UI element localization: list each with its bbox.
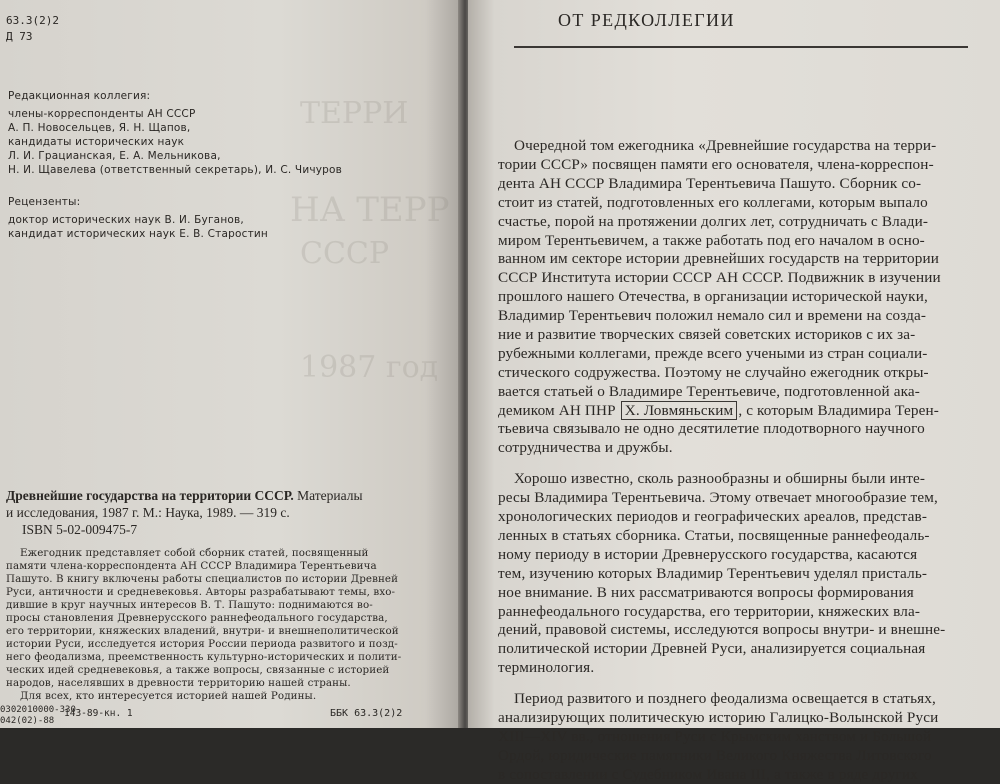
board-line: кандидаты исторических наук xyxy=(8,136,185,148)
body-text: , с которым Владимира Терен- xyxy=(738,402,940,419)
annotation-line: Пашуто. В книгу включены работы специалистов по истории Древней xyxy=(6,573,399,585)
body-line: тем, изучению которых Владимир Терентьевич уделял присталь- xyxy=(498,565,928,582)
body-line: рубежными коллегами, прежде всего учеными из стран социали- xyxy=(498,345,928,362)
bleed-through-text: НА ТЕРР xyxy=(290,190,450,230)
annotation-line: ческих идей средневековья, а также вопросы, связанные с историей xyxy=(6,664,390,676)
board-line: А. П. Новосельцев, Я. Н. Щапов, xyxy=(8,122,191,134)
body-line: тории СССР» посвящен памяти его основателя, члена-корреспон- xyxy=(498,156,934,173)
footer-code: 042(02)-88 xyxy=(0,716,55,726)
reviewers-heading: Рецензенты: xyxy=(8,196,81,208)
footer-code: 143-89-кн. 1 xyxy=(64,708,133,719)
annotation-line: истории Руси, исследуется история России периода развитого и позд- xyxy=(6,638,398,650)
body-line: ние и развитие творческих связей советских историков с их за- xyxy=(498,326,916,343)
body-line: хронологических периодов и географических ареалов, представ- xyxy=(498,508,928,525)
annotation-line: памяти члена-корреспондента АН СССР Владимира Терентьевича xyxy=(6,560,377,572)
board-line: Л. И. Грацианская, Е. А. Мельникова, xyxy=(8,150,221,162)
body-line: прошлого нашего Отечества, в организации исторической науки, xyxy=(498,288,928,305)
author-mark: Д 73 xyxy=(6,30,33,43)
bbk-code: ББК 63.3(2)2 xyxy=(330,708,403,719)
body-line: XIII—XIV вв., отношения Руси с Крымским ханством и Большой xyxy=(498,728,932,745)
body-line: СССР Института истории СССР АН СССР. Подвижник в изучении xyxy=(498,269,941,286)
annotation-line: Ежегодник представляет собой сборник статей, посвященный xyxy=(20,547,369,559)
body-line: ресы Владимира Терентьевича. Этому отвечает многообразие тем, xyxy=(498,489,938,506)
body-line: Ордой, юридические памятники Великого Княжества Литовского xyxy=(498,747,932,764)
annotation-line: Для всех, кто интересуется историей нашей Родины. xyxy=(20,690,317,702)
body-line: в сопоставлении с Судебником Ивана III, а также в ряде других xyxy=(498,766,918,783)
heading-rule xyxy=(514,46,968,48)
body-line: тьевича связывало не одно десятилетие плодотворного научного xyxy=(498,420,925,437)
body-line: ванном им секторе истории древнейших государств на территории xyxy=(498,250,940,267)
annotation-line: дившие в круг научных интересов В. Т. Пашуто: поднимаются во- xyxy=(6,599,373,611)
bleed-through-text: 1987 год xyxy=(300,350,439,385)
bleed-through-text: СССР xyxy=(300,236,390,271)
book-title-rest: Материалы xyxy=(293,488,363,503)
board-line: члены-корреспонденты АН СССР xyxy=(8,108,196,120)
footer-code: 0302010000-330 xyxy=(0,705,76,715)
left-page xyxy=(0,0,462,728)
bleed-through-text: ТЕРРИ xyxy=(300,96,409,131)
body-line: сотрудничества и дружбы. xyxy=(498,439,673,456)
book-title: Древнейшие государства на территории СССР. xyxy=(6,488,294,503)
body-line: Очередной том ежегодника «Древнейшие государства на терри- xyxy=(514,137,937,154)
body-line: раннефеодального государства, его территории, княжеских вла- xyxy=(498,603,921,620)
body-line: стоит из статей, подготовленных его коллегами, которым выпало xyxy=(498,194,928,211)
annotation-line: народов, населявших в древности территорию нашей страны. xyxy=(6,677,351,689)
body-line: Период развитого и позднего феодализма освещается в статьях, xyxy=(514,690,936,707)
body-line: Хорошо известно, сколь разнообразны и обширны были инте- xyxy=(514,470,926,487)
annotation-line: просы становления Древнерусского раннефеодального государства, xyxy=(6,612,388,624)
board-line: Н. И. Щавелева (ответственный секретарь), И. С. Чичуров xyxy=(8,164,343,176)
annotation-line: Руси, античности и средневековья. Авторы разрабатывают темы, вхо- xyxy=(6,586,396,598)
body-line: терминология. xyxy=(498,659,595,676)
body-line: счастье, порой на протяжении долгих лет, сотрудничать с Влади- xyxy=(498,213,929,230)
body-line: Владимир Терентьевич положил немало сил и времени на созда- xyxy=(498,307,927,324)
book-imprint: и исследования, 1987 г. М.: Наука, 1989. — 319 с. xyxy=(6,505,290,520)
body-line: ное внимание. В них рассматриваются вопросы формирования xyxy=(498,584,914,601)
body-line: дений, правовой системы, исследуются вопросы внутри- и внешне- xyxy=(498,621,946,638)
board-heading: Редакционная коллегия: xyxy=(8,90,151,102)
body-line: ному периоду в истории Древнерусского государства, касаются xyxy=(498,546,918,563)
body-line-with-box xyxy=(498,402,939,420)
book-title-line1 xyxy=(6,488,363,504)
right-page xyxy=(468,0,1000,783)
body-line: политической истории Древней Руси, анализируется социальная xyxy=(498,640,926,657)
reviewer-line: доктор исторических наук В. И. Буганов, xyxy=(8,214,244,226)
annotation-line: его территории, княжеских владений, внутри- и внешнеполитической xyxy=(6,625,399,637)
isbn: ISBN 5-02-009475-7 xyxy=(22,522,138,537)
body-line: дента АН СССР Владимира Терентьевича Пашуто. Сборник со- xyxy=(498,175,922,192)
body-line: вается статьей о Владимире Терентьевиче, подготовленной ака- xyxy=(498,383,921,400)
page-heading: ОТ РЕДКОЛЛЕГИИ xyxy=(558,10,735,30)
boxed-author-name: Х. Ловмяньским xyxy=(621,401,738,420)
body-line: ленных в статьях сборника. Статьи, посвященные раннефеодаль- xyxy=(498,527,930,544)
body-line: стического содружества. Поэтому не случайно ежегодник откры- xyxy=(498,364,929,381)
annotation-line: него феодализма, преемственность культурно-исторических и полити- xyxy=(6,651,402,663)
body-text: демиком АН ПНР xyxy=(498,402,616,419)
reviewer-line: кандидат исторических наук Е. В. Старостин xyxy=(8,228,268,240)
body-line: миром Терентьевичем, а также работать под его началом в осно- xyxy=(498,232,925,249)
body-line: анализирующих политическую историю Галицко-Волынской Руси xyxy=(498,709,939,726)
classification-code: 63.3(2)2 xyxy=(6,14,59,27)
